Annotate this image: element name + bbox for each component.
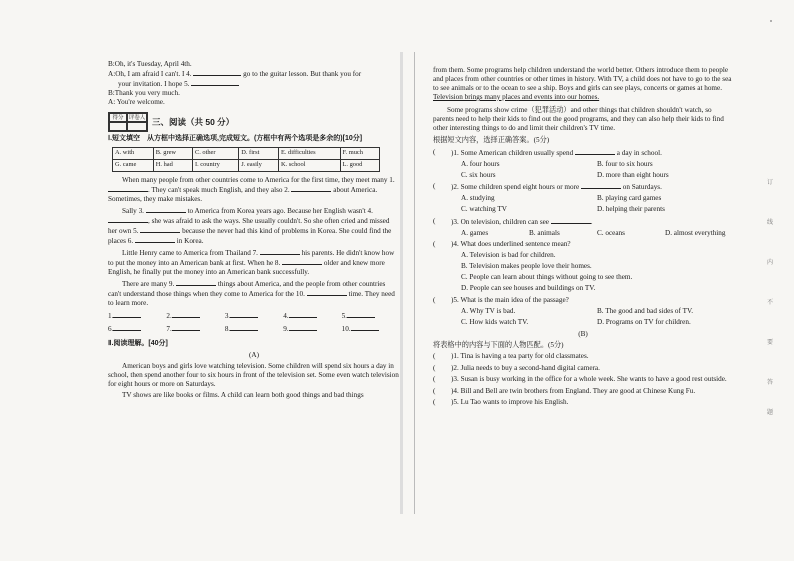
section-title: 三、阅读（共 50 分） [152,116,235,127]
page-fold [400,52,403,514]
passage-paragraph: Sally 3. to America from Korea years ago. Because her English wasn't 4. , she was afraid to ask the ways. She usually couldn't. So she often cried and missed her own 5. because the never had this kind of problems in Korea. She could find the places 6. in Korea. [108,206,392,245]
passage-paragraph: When many people from other countries come to America for the first time, they meet many 1. . They can't speak much English, and they also 2. about America. Sometimes, they make mistakes. [108,175,395,203]
dialog-line: your invitation. I hope 5. [108,79,400,89]
option-row: C. watching TV D. helping their parents [461,205,665,213]
passage-paragraph: There are many 9. things about America, and the people from other countries can't understand those things when they come to America for the 10. time. They need to learn more. [108,279,395,307]
passage-a-paragraph: TV shows are like books or films. A child can learn both good things and bad things [122,390,364,399]
binding-label: 不 [766,300,773,306]
option-line: D. People can see houses and buildings on TV. [461,284,596,292]
passage-a-paragraph: American boys and girls love watching television. Some children will spend six hours a day in school, then spend another four to six hours in front of the television set. Some even watch television for eight hours or more on Saturdays. [108,361,399,388]
passage-paragraph: Little Henry came to America from Thailand 7. his parents. He didn't know how to put the money into an American bank at first. When he 8. older and knew more English, he finally put the money into an American bank successfully. [108,248,395,276]
option-line: B. Television makes people love their homes. [461,262,592,270]
dialog-line: A:Oh, I am afraid I can't. I 4. go to the guitar lesson. But thank you for [108,70,362,78]
question: ( )1. Some American children usually spend a day in school. [433,147,662,157]
score-box: 得分 评卷人 [108,112,148,132]
passage-a-continued: from them. Some programs help children understand the world better. Others introduce them to people and places from other countries or other times in history. With TV, a child does not have to go to the sea to see animals or to the ocean to see a ship. Boys and girls can see plays, concerts or games at home. Television brings many places and events into our homes. [433,66,732,101]
binding-label: 答 [766,380,773,386]
part-ii-title: Ⅱ.阅读理解。[40分] [108,339,168,347]
column-divider [414,52,415,514]
match-item: ( )5. Lu Tao wants to improve his English. [433,398,569,406]
binding-label: 要 [766,340,773,346]
passage-a-paragraph: Some programs show crime（犯罪活动）and other things that children shouldn't watch, so parents need to help their kids to find out the good programs, and they can also help their kids to find other interesting things to do and limit their children's TV time. [433,106,724,132]
option-line: C. People can learn about things without going to see them. [461,273,633,281]
option-row: C. How kids watch TV. D. Programs on TV for children. [461,317,691,326]
binding-label: 线 [766,220,773,226]
dialog-line: A: You're welcome. [108,98,165,106]
match-item: ( )4. Bill and Bell are twin brothers from England. They are good at Chinese Kung Fu. [433,386,696,395]
question: ( )3. On television, children can see . [433,216,593,226]
part-a-label: (A) [249,350,259,359]
option-row: A. Why TV is bad. B. The good and bad sides of TV. [461,306,694,315]
answer-row: 6. 7. 8. 9. 10. [108,324,400,334]
binding-label: 订 [766,180,773,186]
instructions-a: 根据短文内容，选择正确答案。(5分) [433,136,550,144]
scan-speck [770,20,772,22]
dialog-line: B:Thank you very much. [108,89,180,97]
option-line: A. Television is bad for children. [461,251,556,259]
question: ( )5. What is the main idea of the passage? [433,295,569,304]
section-3-header [108,112,400,132]
options-table: A. with B. grew C. other D. first E. difficulties F. much G. came H. had I. country J. easily K. school L. good [112,147,380,172]
question: ( )4. What does underlined sentence mean? [433,240,571,248]
answer-row: 1. 2. 3. 4. 5. [108,311,400,321]
instructions-b: 将表格中的内容与下面的人物匹配。(5分) [433,340,564,349]
left-column [108,60,400,402]
binding-label: 内 [766,260,773,266]
dialog-line: B:Oh, it's Tuesday, April 4th. [108,60,192,68]
right-column [433,66,733,407]
match-item: ( )2. Julia needs to buy a second-hand digital camera. [433,363,600,372]
binding-label: 题 [766,410,773,416]
part-b-label: (B) [578,329,588,338]
option-row: A. studying B. playing card games [461,194,662,202]
part-i-title: Ⅰ.短文填空 从方框中选择正确选项,完成短文。(方框中有两个选项是多余的)[10分] [108,135,363,142]
question: ( )2. Some children spend eight hours or more on Saturdays. [433,182,662,191]
match-item: ( )3. Susan is busy working in the office for a whole week. She wants to have a good rest outside. [433,375,727,383]
match-item: ( )1. Tina is having a tea party for old classmates. [433,352,589,360]
option-row: A. games B. animals C. oceans D. almost everything [461,228,726,237]
option-row: C. six hours D. more than eight hours [461,170,669,179]
option-row: A. four hours B. four to six hours [461,159,653,168]
